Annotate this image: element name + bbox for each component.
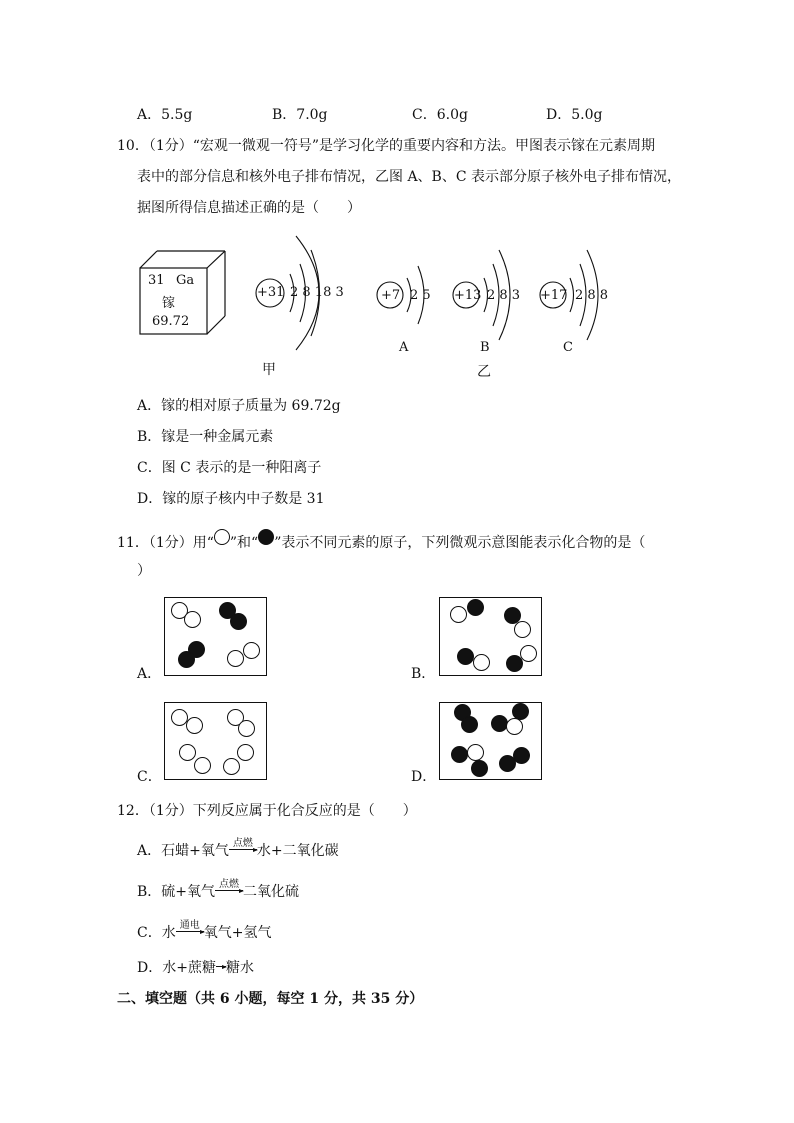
reaction-arrow (176, 920, 204, 941)
q12-c-reactants: C．水 (137, 925, 176, 941)
white-atom (514, 621, 531, 638)
black-atom (178, 651, 195, 668)
reaction-arrow (216, 960, 226, 976)
q12-option-c (137, 922, 271, 942)
q11-stem-line1 (117, 529, 645, 552)
black-atom (471, 760, 488, 777)
gallium-nucleus-charge: +31 (257, 285, 285, 300)
q9-option-a: A．5.5g (137, 107, 193, 123)
condition-electrolysis: 通电 (179, 920, 200, 931)
q11-diagram-b (439, 597, 542, 676)
black-atom (457, 648, 474, 665)
condition-ignite: 点燃 (232, 838, 253, 849)
q11-label-b: B． (411, 666, 436, 682)
white-atom (238, 720, 255, 737)
white-atom (243, 642, 260, 659)
q10-stem-line3: 据图所得信息描述正确的是（ ） (137, 200, 361, 216)
q9-option-b: B．7.0g (272, 107, 328, 123)
q12-stem: 12．（1分）下列反应属于化合反应的是（ ） (117, 803, 417, 819)
atom-b-shells: 2 8 3 (487, 288, 521, 303)
q12-option-a (137, 840, 339, 860)
black-atom (451, 746, 468, 763)
atom-c-shells: 2 8 8 (575, 288, 609, 303)
black-atom (230, 613, 247, 630)
q10-stem-line1: 10．（1分）“宏观一微观一符号”是学习化学的重要内容和方法。甲图表示镓在元素周期 (117, 138, 656, 154)
figure-jia-label: 甲 (262, 362, 276, 378)
q11-label-c: C． (137, 769, 162, 785)
white-atom (237, 744, 254, 761)
cell-atomic-mass: 69.72 (152, 314, 190, 329)
white-atom (467, 744, 484, 761)
reaction-arrow (215, 879, 243, 900)
q11-stem-line2: ） (137, 563, 151, 579)
q12-option-b (137, 881, 299, 901)
white-atom (473, 654, 490, 671)
atom-c-nucleus: +17 (540, 288, 568, 303)
white-atom (227, 650, 244, 667)
gallium-shell-electrons: 2 8 18 3 (290, 285, 344, 300)
atom-c-label: C (563, 340, 573, 355)
white-atom (179, 744, 196, 761)
q12-b-reactants: B．硫+氧气 (137, 884, 216, 900)
q11-stem-part2: ”和“ (229, 535, 259, 551)
q11-stem-part1: 11．（1分）用“ (117, 535, 214, 551)
white-atom (194, 757, 211, 774)
q11-diagram-a (164, 597, 267, 676)
figure-yi-label: 乙 (477, 364, 491, 380)
q10-option-d: D．镓的原子核内中子数是 31 (137, 491, 325, 507)
q10-figure (130, 228, 630, 378)
q12-a-reactants: A．石蜡+氧气 (137, 843, 229, 859)
q12-d-reactants: D．水+蔗糖 (137, 960, 216, 976)
q12-b-products: 二氧化硫 (243, 884, 300, 900)
black-atom (506, 655, 523, 672)
q10-option-c: C．图 C 表示的是一种阳离子 (137, 460, 322, 476)
black-atom (461, 716, 478, 733)
q11-label-a: A． (137, 666, 162, 682)
white-atom (520, 645, 537, 662)
cell-atomic-number: 31 (148, 273, 165, 288)
atom-b-nucleus: +13 (454, 288, 482, 303)
atom-a-shells: 2 5 (410, 288, 431, 303)
section-2-heading: 二、填空题（共 6 小题，每空 1 分，共 35 分） (117, 991, 424, 1007)
q10-option-a: A．镓的相对原子质量为 69.72g (137, 398, 341, 414)
white-atom (184, 611, 201, 628)
white-atom-icon (214, 529, 230, 545)
cell-symbol: Ga (176, 273, 195, 288)
q10-stem-line2: 表中的部分信息和核外电子排布情况，乙图 A、B、C 表示部分原子核外电子排布情况， (137, 169, 682, 185)
white-atom (450, 606, 467, 623)
reaction-arrow (229, 838, 257, 859)
condition-ignite: 点燃 (219, 879, 240, 890)
atom-a-nucleus: +7 (381, 288, 401, 303)
q11-label-d: D． (411, 769, 437, 785)
q9-option-d: D．5.0g (546, 107, 603, 123)
black-atom (499, 755, 516, 772)
q12-d-products: 糖水 (225, 960, 254, 976)
white-atom (223, 758, 240, 775)
q11-diagram-d (439, 702, 542, 780)
q12-c-products: 氧气+氢气 (203, 925, 272, 941)
q11-diagram-c (164, 702, 267, 780)
white-atom (186, 717, 203, 734)
cell-element-name: 镓 (162, 296, 176, 311)
black-atom (467, 599, 484, 616)
atom-b-label: B (480, 340, 490, 355)
q12-a-products: 水+二氧化碳 (256, 843, 339, 859)
q9-option-c: C．6.0g (412, 107, 468, 123)
black-atom-icon (258, 529, 274, 545)
q10-option-b: B．镓是一种金属元素 (137, 429, 274, 445)
q12-option-d (137, 957, 254, 977)
atom-a-label: A (399, 340, 409, 355)
white-atom (506, 718, 523, 735)
q11-stem-part3: ”表示不同元素的原子，下列微观示意图能表示化合物的是（ (274, 535, 646, 551)
